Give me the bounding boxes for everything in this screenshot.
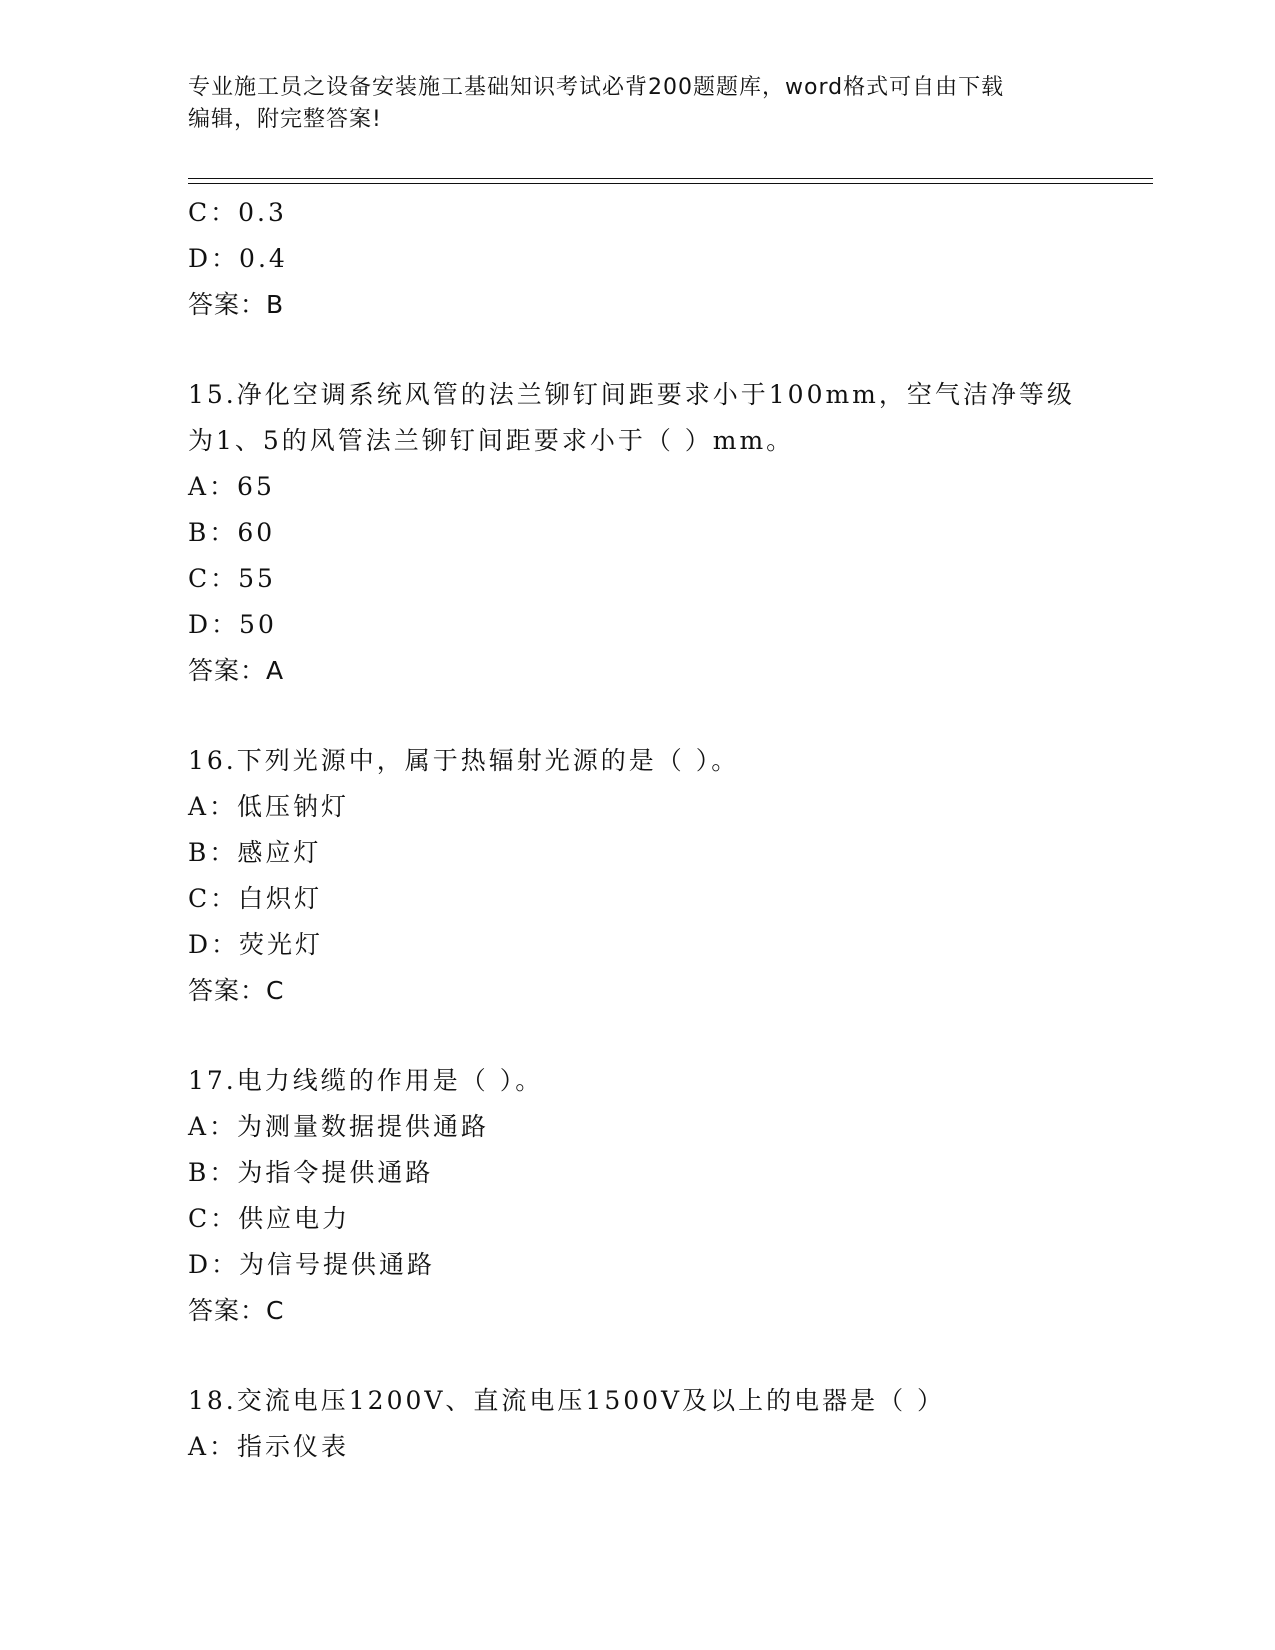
option-a: A：低压钠灯: [188, 792, 350, 821]
option-c: C：白炽灯: [188, 884, 323, 913]
option-b: B：为指令提供通路: [188, 1158, 434, 1187]
option-d: D：荧光灯: [188, 930, 324, 959]
header-divider: [188, 178, 1153, 184]
spacer: [188, 694, 1153, 738]
option-d: D：50: [188, 610, 277, 639]
option-c: C：55: [188, 564, 276, 593]
option-b: B：感应灯: [188, 838, 322, 867]
option-c: C：0.3: [188, 198, 287, 227]
answer: 答案：C: [188, 976, 285, 1005]
document-body: [188, 190, 1153, 1470]
question-16: [188, 738, 1153, 1014]
page-header: [188, 72, 1088, 136]
spacer: [188, 1014, 1153, 1058]
option-b: B：60: [188, 518, 276, 547]
option-a: A：65: [188, 472, 275, 501]
header-title-line1: 专业施工员之设备安装施工基础知识考试必背200题题库，word格式可自由下载: [188, 75, 1005, 100]
spacer: [188, 1334, 1153, 1378]
option-d: D：0.4: [188, 244, 288, 273]
question-stem-line1: 15.净化空调系统风管的法兰铆钉间距要求小于100mm，空气洁净等级: [188, 380, 1075, 409]
option-c: C：供应电力: [188, 1204, 351, 1233]
question-17: [188, 1058, 1153, 1334]
header-title-line2: 编辑，附完整答案!: [188, 107, 382, 132]
question-stem: 17.电力线缆的作用是（ ）。: [188, 1066, 544, 1095]
question-stem: 18.交流电压1200V、直流电压1500V及以上的电器是（ ）: [188, 1386, 946, 1415]
answer: 答案：A: [188, 656, 285, 685]
option-d: D：为信号提供通路: [188, 1250, 436, 1279]
option-a: A：为测量数据提供通路: [188, 1112, 490, 1141]
spacer: [188, 328, 1153, 372]
answer: 答案：B: [188, 290, 285, 319]
question-stem: 16.下列光源中，属于热辐射光源的是（ ）。: [188, 746, 740, 775]
answer: 答案：C: [188, 1296, 285, 1325]
question-14-tail: [188, 190, 1153, 328]
option-a: A：指示仪表: [188, 1432, 350, 1461]
question-18: [188, 1378, 1153, 1470]
question-15: [188, 372, 1153, 694]
question-stem-line2: 为1、5的风管法兰铆钉间距要求小于（ ）mm。: [188, 426, 795, 455]
